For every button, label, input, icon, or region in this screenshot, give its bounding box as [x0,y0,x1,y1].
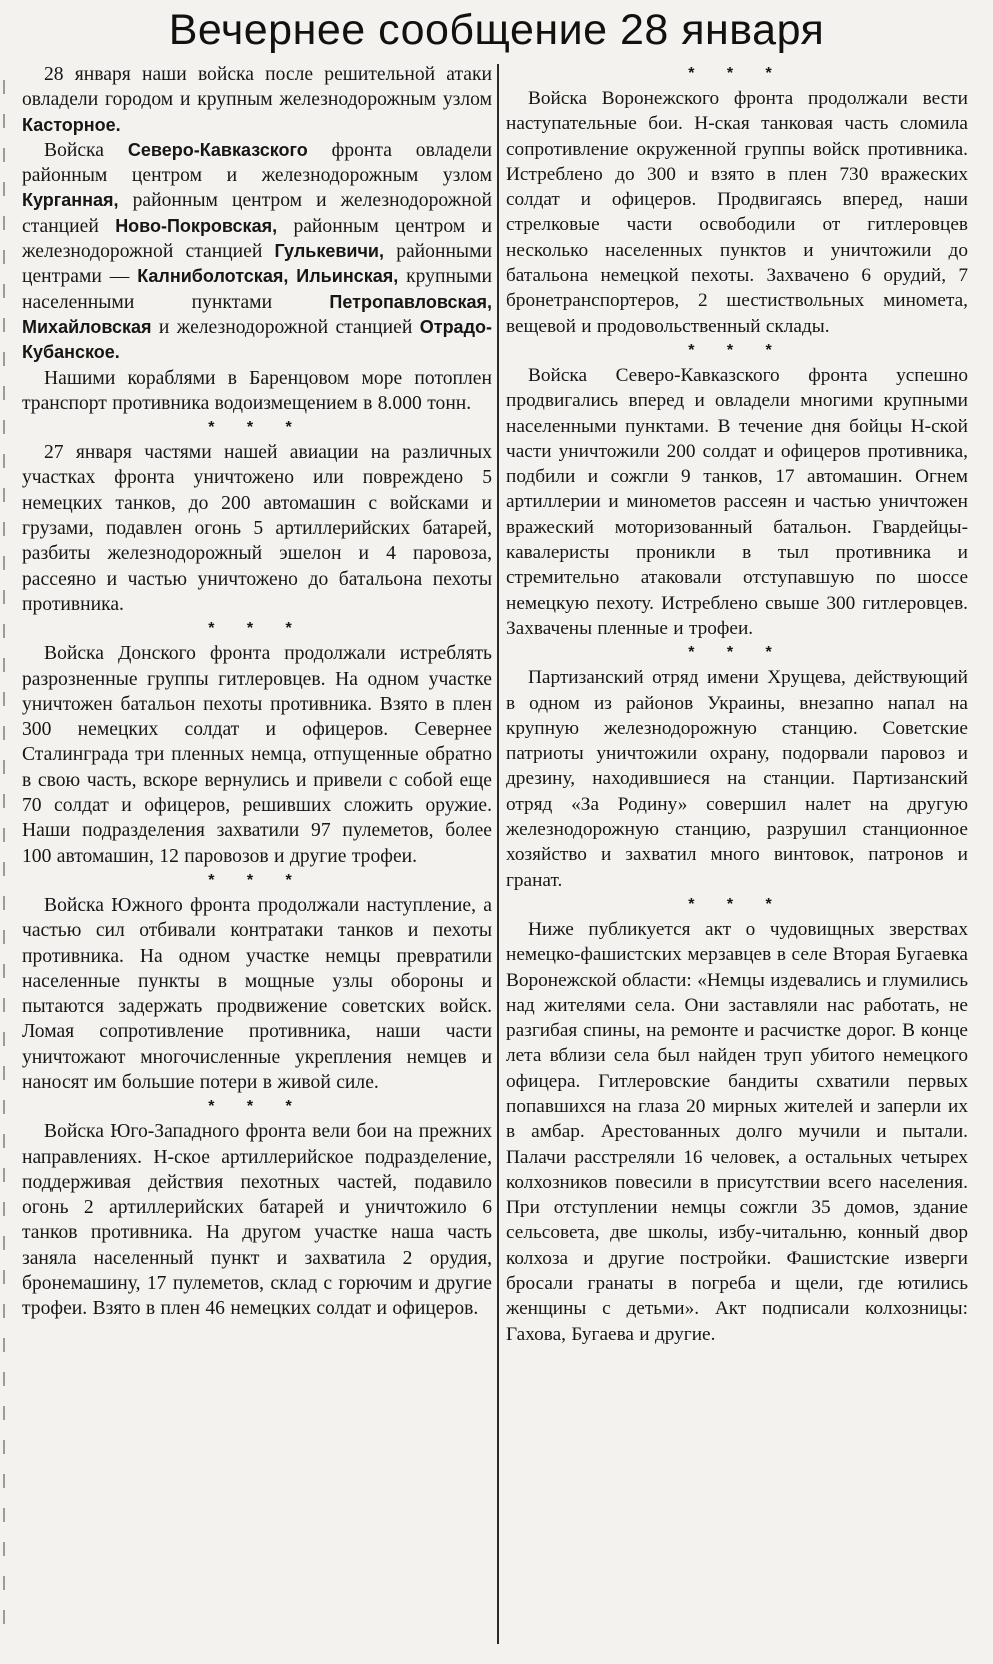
paragraph-atrocities-act: Ниже публикуется акт о чудовищных зверствах немецко-фашистских мерзавцев в селе Вторая Бугаевка Воронежской области: «Немцы издевались и глумились над жителями села. Они заставляли нас работать, не разгибая спины, на ремонте и расчистке дорог. В конце лета вблизи села был найден труп убитого немецкого офицера. Гитлеровские бандиты схватили первых попавшихся на глаза 20 мирных жителей и заперли их в амбар. Арестованных долго мучили и пытали. Палачи расстреляли 16 человек, а остальных четырех колхозников повесили в присутствии всего населения. При отступлении немцы сожгли 35 домов, здание сельсовета, две школы, избу-читальню, конный двор колхоза и другие постройки. Фашистские изверги бросали гранаты в погреба и щели, где ютились женщины с детьми». Акт подписали колхозницы: Гахова, Бугаева и другие. [506,918,968,1345]
article-headline: Вечернее сообщение 28 января [168,6,825,54]
paragraph-text: районным центром и железнодорожной станцией [22,190,492,237]
section-separator: * * * [688,65,786,82]
paragraph-text: фронта овладели районным центром и железнодорожным узлом [22,139,492,187]
paragraph-barents-sea: Нашими кораблями в Баренцовом море потоплен транспорт противника водоизмещением в 8.000 тонн. [22,367,492,414]
front-name: Северо-Кавказского [127,139,308,160]
place-name: Ново-Покровская, [115,215,278,236]
paragraph-text: 28 января наши войска после решительной атаки овладели городом и крупным железнодорожным узлом [22,64,492,111]
section-separator: * * * [208,871,306,889]
paragraph-south-western-front: Войска Юго-Западного фронта вели бои на прежних направлениях. Н-ское артиллерийское подразделение, поддерживая действия пехотных частей, подавило огонь 2 артиллерийских батарей и уничтожило 6 танков противника. На другом участке наша часть заняла населенный пункт и захватила 2 орудия, бронемашину, 17 пулеметов, склад с горючим и другие трофеи. Взято в плен 46 немецких солдат и офицеров. [22,1121,492,1320]
paragraph-text: районным центром и железнодорожной станцией [22,215,492,263]
paragraph-kastornoe [22,62,492,138]
paragraph-southern-front: Войска Южного фронта продолжали наступление, а частью сил отбивали контратаки танков и пехоты противника. На одном участке немцы превратили населенные пункты в мощные узлы обороны и пытаются задержать продвижение советских войск. Ломая сопротивление противника, наши части уничтожают многочисленные укрепления немцев и наносят им большие потери в живой силе. [22,894,492,1093]
paragraph-text: Войска [44,139,104,161]
right-column [506,62,968,1660]
paragraph-don-front: Войска Донского фронта продолжали истреблять разрозненные группы гитлеровцев. На одном участке уничтожен батальон пехоты противника. Взято в плен 300 немецких солдат и офицеров. Севернее Сталинграда три пленных немца, отпущенные обратно в свою часть, вскоре вернулись и привели с собой еще 70 солдат и офицеров, решивших сложить оружие. Наши подразделения захватили 97 пулеметов, более 100 автомашин, 12 паровозов и другие трофеи. [22,643,492,867]
place-name: Отрадо-Кубанское. [22,316,492,363]
paragraph-partisans: Партизанский отряд имени Хрущева, действующий в одном из районов Украины, внезапно напал на крупную железнодорожную станцию. Советские патриоты уничтожили охрану, подорвали паровоз и дрезину, находившиеся на станции. Партизанский отряд «За Родину» совершил налет на другую железнодорожную станцию, разрушил станционное хозяйство и захватил много винтовок, патронов и гранат. [506,667,968,891]
place-name: Касторное. [22,114,121,135]
paragraph-aviation: 27 января частями нашей авиации на различных участках фронта уничтожено или повреждено 5 немецких танков, до 200 автомашин с войсками и грузами, подавлен огонь 5 артиллерийских батарей, разбиты железнодорожный эшелон и 4 паровоза, рассеяно и частью уничтожено до батальона пехоты противника. [22,442,492,615]
paragraph-text: крупными населенными пунктами [22,266,492,313]
paragraph-voronezh-front: Войска Воронежского фронта продолжали вести наступательные бои. Н-ская танковая часть сломила сопротивление окруженной группы войск противника. Истреблено до 300 и взято в плен 730 вражеских солдат и офицеров. Продвигаясь вперед, наши стрелковые части освободили от гитлеровцев несколько населенных пунктов и уничтожили до батальона немецкой пехоты. Захвачено 6 орудий, 7 бронетранспортеров, 2 шестиствольных миномета, вещевой и продовольственный склады. [506,88,968,337]
paragraph-text: районными центрами — [22,241,492,288]
section-separator: * * * [688,644,786,662]
page-edge-marks [3,80,5,1640]
place-name: Курганная, [22,190,119,211]
place-name: Гулькевичи, [274,241,384,262]
section-separator: * * * [208,620,306,638]
place-name: Петропавловская, Михайловская [22,291,492,337]
section-separator: * * * [688,341,786,359]
paragraph-text: и железнодорожной станцией [158,316,413,338]
section-separator: * * * [208,1098,306,1116]
place-name: Калниболотская, Ильинская, [137,266,399,287]
column-rule [497,64,499,1644]
paragraph-north-caucasus-advance: Войска Северо-Кавказского фронта успешно продвигались вперед и овладели многими крупными населенными пунктами. В течение дня бойцы Н-ской части уничтожили 200 солдат и офицеров противника, подбили и сожгли 9 танков, 17 автомашин. Огнем артиллерии и минометов рассеян и частью уничтожен вражеский моторизованный батальон. Гвардейцы-кавалеристы проникли в тыл противника и стремительно атаковали отступавшую по шоссе немецкую пехоту. Истреблено свыше 300 гитлеровцев. Захвачены пленные и трофеи. [506,364,968,639]
left-column [22,62,492,1660]
paragraph-north-caucasus [22,138,492,366]
section-separator: * * * [688,895,786,913]
section-separator: * * * [208,419,306,437]
